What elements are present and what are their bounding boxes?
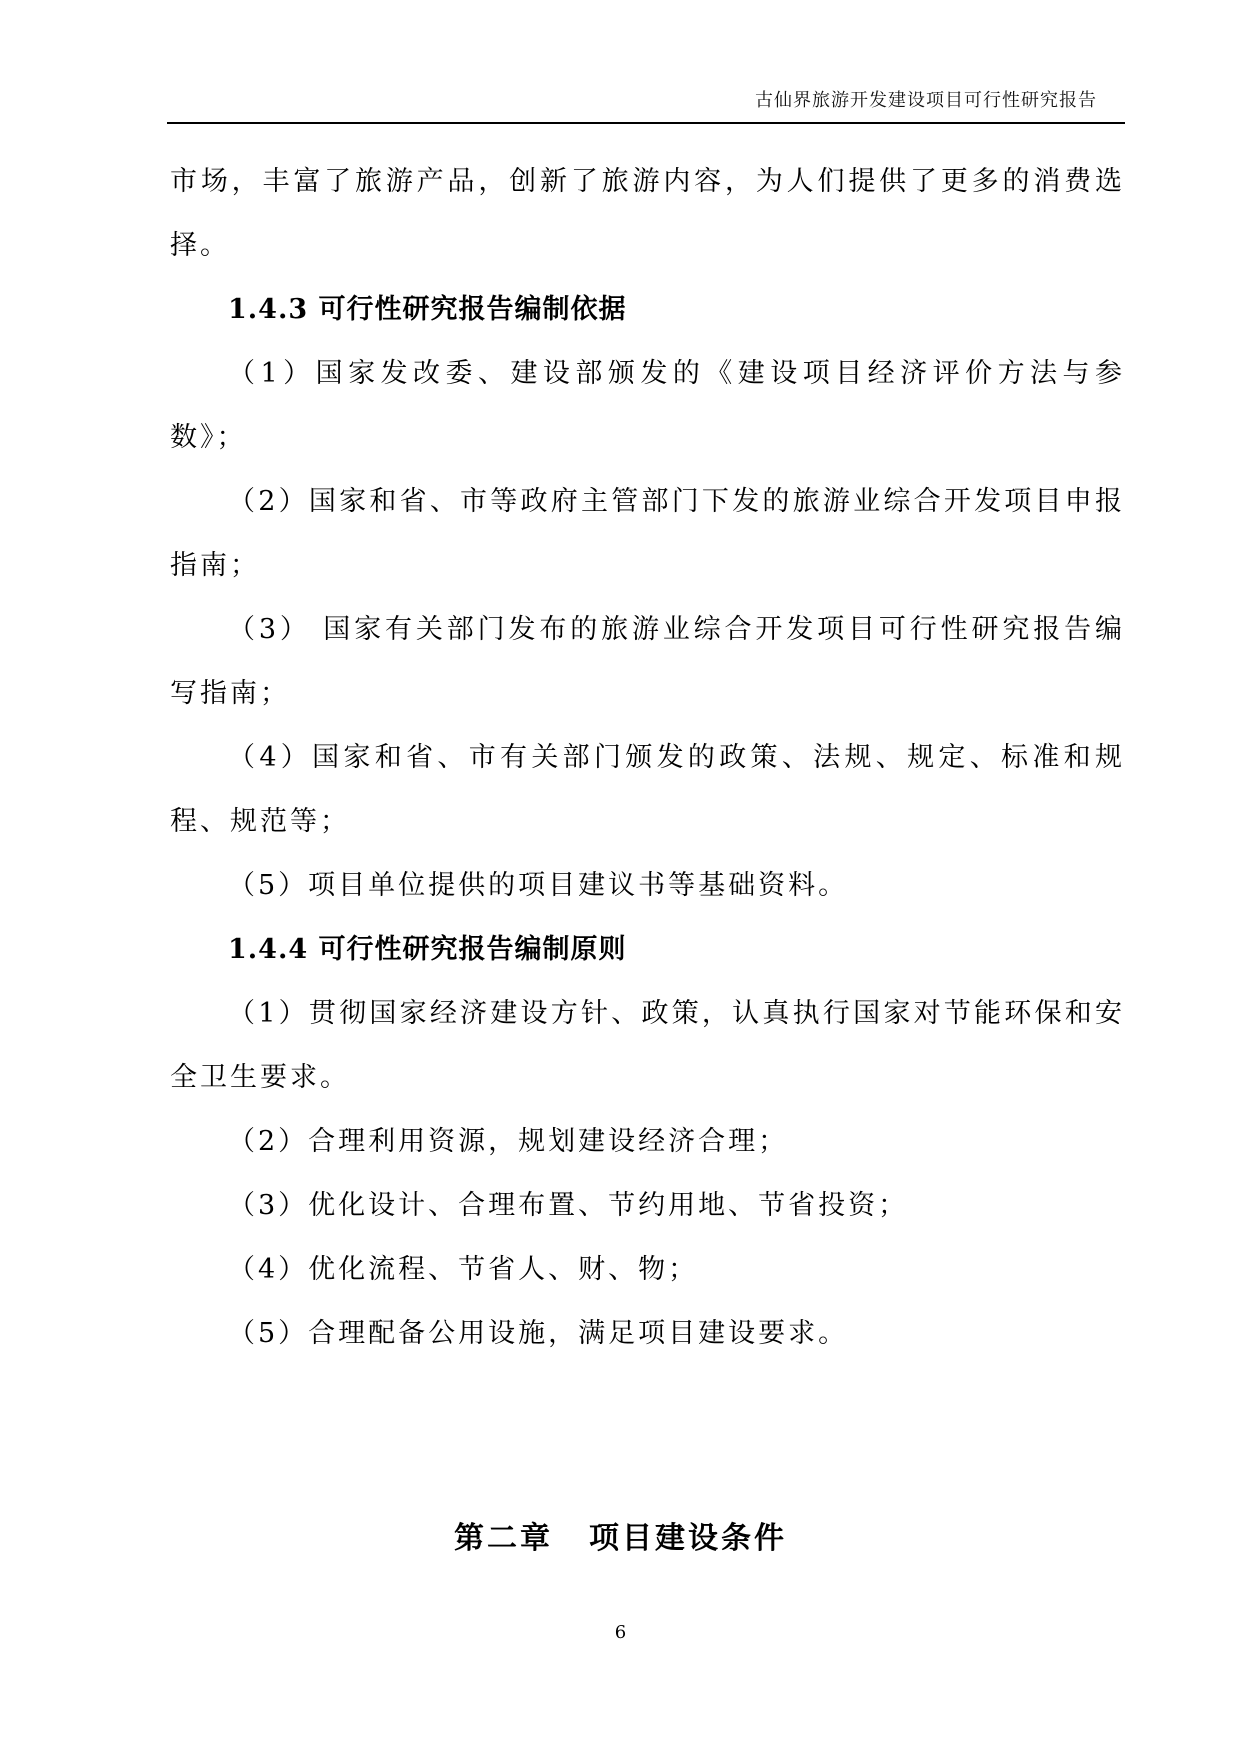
principle-item-1: （1）贯彻国家经济建设方针、政策，认真执行国家对节能环保和安全卫生要求。 xyxy=(170,998,1125,1093)
basis-item-2: （2）国家和省、市等政府主管部门下发的旅游业综合开发项目申报指南； xyxy=(170,486,1125,581)
chapter-title xyxy=(0,1513,1241,1557)
chapter-name: 项目建设条件 xyxy=(589,1521,787,1556)
document-body xyxy=(170,150,1125,1366)
basis-item-1: （1）国家发改委、建设部颁发的《建设项目经济评价方法与参数》； xyxy=(170,358,1125,453)
section-heading-1-4-3: 1.4.3 可行性研究报告编制依据 xyxy=(228,294,627,325)
basis-item-3: （3） 国家有关部门发布的旅游业综合开发项目可行性研究报告编写指南； xyxy=(170,614,1125,709)
principle-item-4: （4）优化流程、节省人、财、物； xyxy=(228,1254,699,1285)
header-rule xyxy=(167,122,1125,124)
basis-item-4: （4）国家和省、市有关部门颁发的政策、法规、规定、标准和规程、规范等； xyxy=(170,742,1125,837)
principle-item-2: （2）合理利用资源，规划建设经济合理； xyxy=(228,1126,789,1157)
page-number: 6 xyxy=(614,1622,627,1643)
chapter-number: 第二章 xyxy=(454,1521,553,1556)
section-heading-1-4-4: 1.4.4 可行性研究报告编制原则 xyxy=(228,934,627,965)
principle-item-5: （5）合理配备公用设施，满足项目建设要求。 xyxy=(228,1318,849,1349)
continuation-paragraph: 市场，丰富了旅游产品，创新了旅游内容，为人们提供了更多的消费选择。 xyxy=(170,166,1125,261)
principle-item-3: （3）优化设计、合理布置、节约用地、节省投资； xyxy=(228,1190,909,1221)
running-header: 古仙界旅游开发建设项目可行性研究报告 xyxy=(755,90,1097,111)
basis-item-5: （5）项目单位提供的项目建议书等基础资料。 xyxy=(228,870,849,901)
